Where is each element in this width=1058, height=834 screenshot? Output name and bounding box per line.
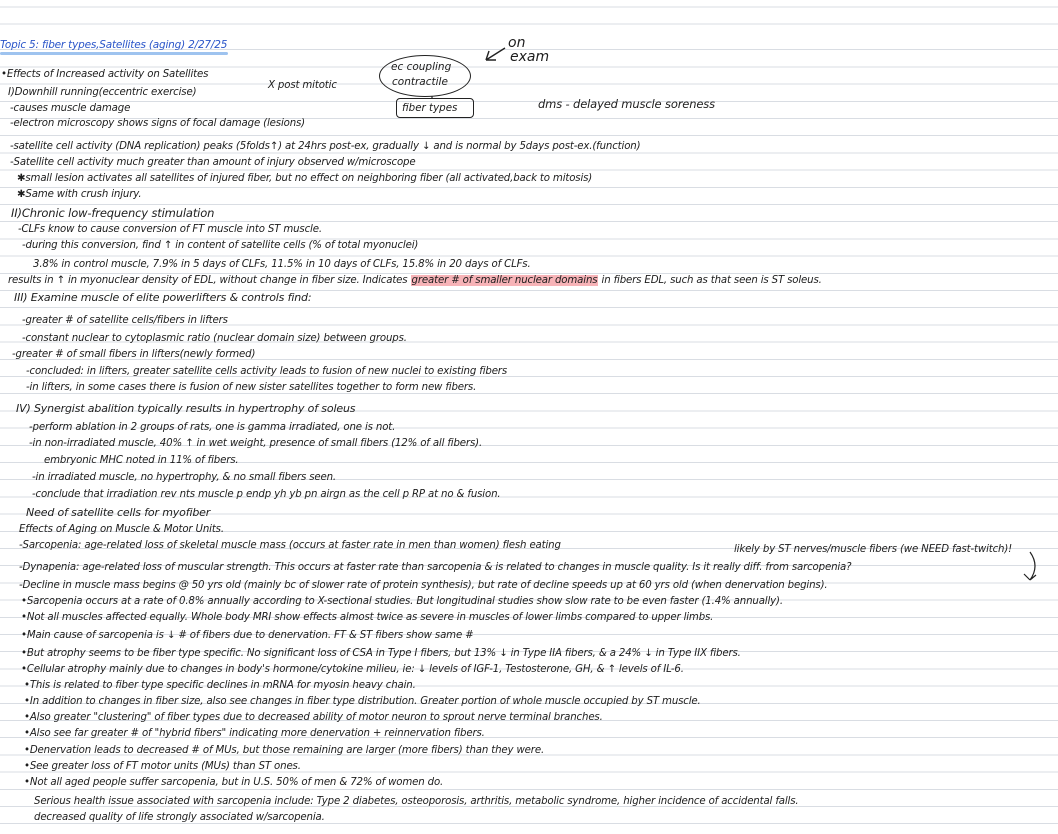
note-line: -Sarcopenia: age-related loss of skeletal muscle mass (occurs at faster rate in men than women) flesh eating xyxy=(19,540,561,551)
note-line: Need of satellite cells for myofiber xyxy=(26,506,211,519)
fiber-types-label: fiber types xyxy=(402,102,458,114)
note-line: •Also greater "clustering" of fiber types due to decreased ability of motor neuron to sprout nerve terminal branches. xyxy=(24,712,603,723)
note-line: •This is related to fiber type specific declines in mRNA for myosin heavy chain. xyxy=(24,680,416,691)
note-line: -Satellite cell activity much greater than amount of injury observed w/microscope xyxy=(10,157,416,168)
note-line: •But atrophy seems to be fiber type specific. No significant loss of CSA in Type I fibers, but 13% ↓ in Type IIA fibers, & a 24% ↓ in Type IIX fibers. xyxy=(21,648,741,659)
note-line: •See greater loss of FT motor units (MUs) than ST ones. xyxy=(24,761,301,772)
doms-note: dms - delayed muscle soreness xyxy=(538,97,715,111)
note-line: •Not all aged people suffer sarcopenia, but in U.S. 50% of men & 72% of women do. xyxy=(24,777,444,788)
note-line: -concluded: in lifters, greater satellite cells activity leads to fusion of new nuclei to existing fibers xyxy=(26,366,508,377)
note-line: -in lifters, in some cases there is fusion of new sister satellites together to form new fibers. xyxy=(26,382,477,393)
note-line: -satellite cell activity (DNA replication) peaks (5folds↑) at 24hrs post-ex, gradually ↓ and is normal by 5days post-ex.(function) xyxy=(10,141,641,152)
note-line: -conclude that irradiation rev nts muscle p endp yh yb pn airgn as the cell p RP at no & fusion. xyxy=(32,489,501,500)
contractile-label: contractile xyxy=(392,76,448,88)
dynapenia-arrow xyxy=(1024,552,1036,580)
note-line: I)Downhill running(eccentric exercise) xyxy=(8,87,197,98)
note-line: IV) Synergist abalition typically results in hypertrophy of soleus xyxy=(16,402,356,415)
note-line: 3.8% in control muscle, 7.9% in 5 days of CLFs, 11.5% in 10 days of CLFs, 15.8% in 20 days of CLFs. xyxy=(33,259,531,270)
note-line: -electron microscopy shows signs of focal damage (lesions) xyxy=(10,118,306,129)
note-line: •Main cause of sarcopenia is ↓ # of fibers due to denervation. FT & ST fibers show same # xyxy=(21,630,474,641)
note-line: -in irradiated muscle, no hypertrophy, & no small fibers seen. xyxy=(32,472,337,483)
note-line: •Also see far greater # of "hybrid fibers" indicating more denervation + reinnervation fibers. xyxy=(24,728,485,739)
note-line: II)Chronic low-frequency stimulation xyxy=(11,206,215,220)
note-line: -Decline in muscle mass begins @ 50 yrs old (mainly bc of slower rate of protein synthesis), but rate of decline speeds up at 60 yrs old (when denervation begins). xyxy=(19,580,828,591)
note-line: ✱Same with crush injury. xyxy=(17,189,142,200)
note-line: Serious health issue associated with sarcopenia include: Type 2 diabetes, osteoporosis, arthritis, metabolic syndrome, higher incidence of accidental falls. xyxy=(34,796,799,807)
note-line: embryonic MHC noted in 11% of fibers. xyxy=(44,455,239,466)
note-line: •Denervation leads to decreased # of MUs, but those remaining are larger (more fibers) than they were. xyxy=(24,745,545,756)
on-exam-label-1: on xyxy=(508,35,526,51)
note-line: results in ↑ in myonuclear density of EDL, without change in fiber size. Indicates greater # of smaller nuclear domains in fibers EDL, such as that seen is ST soleus. xyxy=(8,275,822,286)
note-line: •Cellular atrophy mainly due to changes in body's hormone/cytokine milieu, ie: ↓ levels of IGF-1, Testosterone, GH, & ↑ levels of IL-6. xyxy=(21,664,684,675)
note-line: decreased quality of life strongly associated w/sarcopenia. xyxy=(34,812,325,823)
note-line: •Not all muscles affected equally. Whole body MRI show effects almost twice as severe in muscles of lower limbs compared to upper limbs. xyxy=(21,612,714,623)
note-line: •In addition to changes in fiber size, also see changes in fiber type distribution. Greater portion of whole muscle occupied by ST muscle. xyxy=(24,696,701,707)
post-mitotic-note: X post mitotic xyxy=(268,80,337,91)
note-line: •Sarcopenia occurs at a rate of 0.8% annually according to X-sectional studies. But longitudinal studies show slow rate to be even faster (1.4% annually). xyxy=(21,596,783,607)
on-exam-label-2: exam xyxy=(510,49,550,65)
on-exam-arrow xyxy=(486,48,505,60)
note-line: -in non-irradiated muscle, 40% ↑ in wet weight, presence of small fibers (12% of all fibers). xyxy=(29,438,483,449)
note-line: -Dynapenia: age-related loss of muscular strength. This occurs at faster rate than sarcopenia & is related to changes in muscle quality. Is it really diff. from sarcopenia? xyxy=(19,562,852,573)
highlighted-phrase: greater # of smaller nuclear domains xyxy=(411,275,598,286)
note-line: -causes muscle damage xyxy=(10,103,131,114)
note-line: -perform ablation in 2 groups of rats, one is gamma irradiated, one is not. xyxy=(29,422,396,433)
note-line: -CLFs know to cause conversion of FT muscle into ST muscle. xyxy=(18,224,322,235)
note-line: •Effects of Increased activity on Satellites xyxy=(1,69,209,80)
note-line: ✱small lesion activates all satellites of injured fiber, but no effect on neighboring fiber (all activated,back to mitosis) xyxy=(17,173,593,184)
note-line: -constant nuclear to cytoplasmic ratio (nuclear domain size) between groups. xyxy=(22,333,407,344)
note-line: -greater # of small fibers in lifters(newly formed) xyxy=(12,349,256,360)
likely-denervation-note: likely by ST nerves/muscle fibers (we NEED fast-twitch)! xyxy=(734,544,1013,555)
page-title: Topic 5: fiber types,Satellites (aging) 2/27/25 xyxy=(0,39,228,51)
note-line: -greater # of satellite cells/fibers in lifters xyxy=(22,315,228,326)
note-line: -during this conversion, find ↑ in content of satellite cells (% of total myonuclei) xyxy=(22,240,419,251)
note-line: Effects of Aging on Muscle & Motor Units. xyxy=(19,524,224,535)
ec-coupling-label: ec coupling xyxy=(391,61,452,73)
note-line: III) Examine muscle of elite powerlifters & controls find: xyxy=(14,291,312,304)
